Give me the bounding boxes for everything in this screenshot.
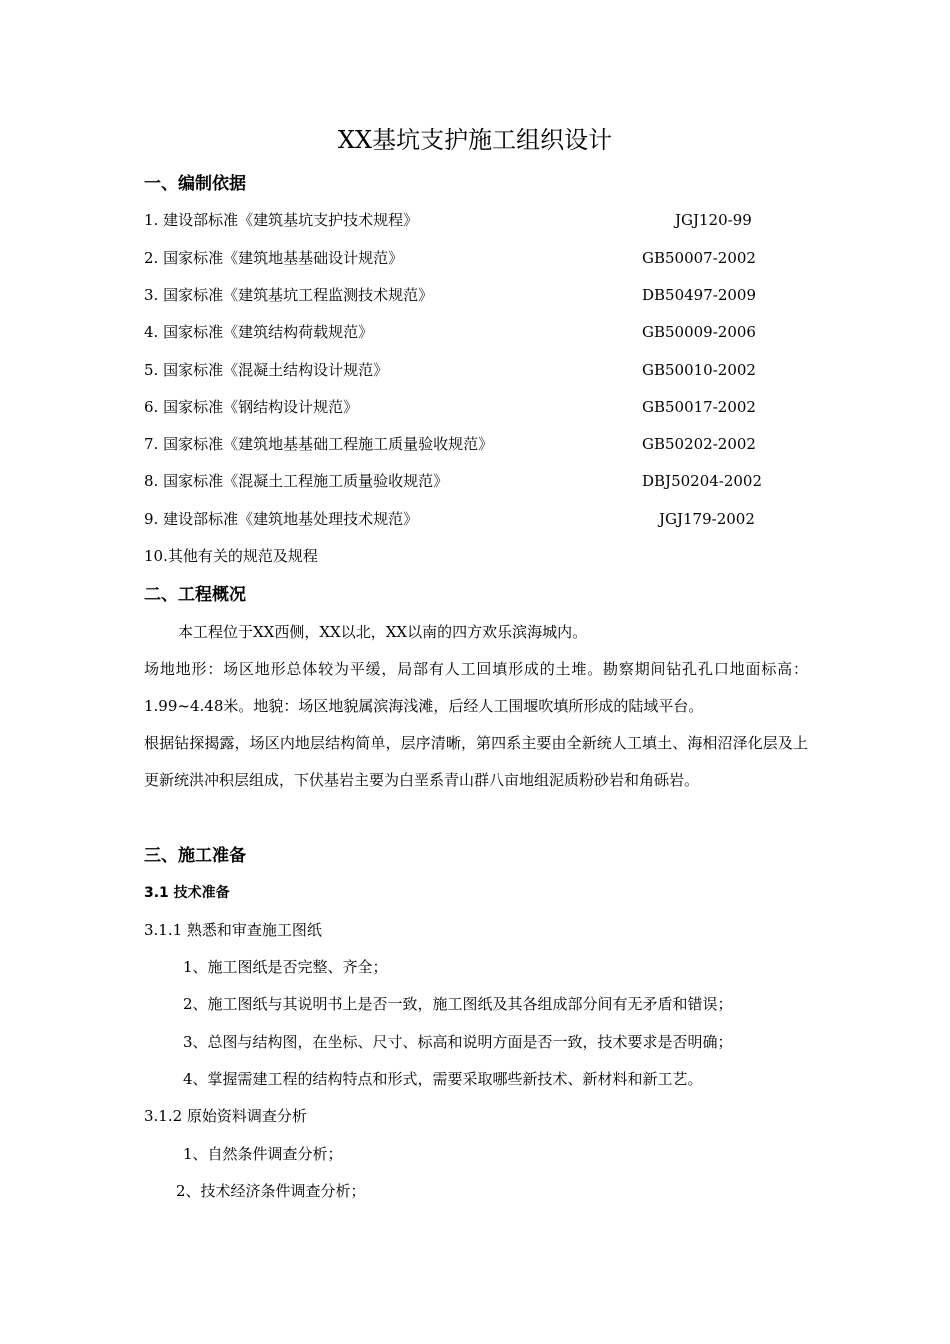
basis-code-1: JGJ120-99 xyxy=(675,211,752,229)
basis-item-9: 9. 建设部标准《建筑地基处理技术规范》 xyxy=(144,510,419,528)
subsection-heading-drawings: 3.1.1 熟悉和审查施工图纸 xyxy=(144,921,322,939)
basis-item-5: 5. 国家标准《混凝土结构设计规范》 xyxy=(144,361,389,379)
drawings-item-1: 1、施工图纸是否完整、齐全； xyxy=(183,958,388,976)
basis-item-2: 2. 国家标准《建筑地基基础设计规范》 xyxy=(144,249,404,267)
basis-item-3: 3. 国家标准《建筑基坑工程监测技术规范》 xyxy=(144,286,434,304)
basis-code-9: JGJ179-2002 xyxy=(659,510,755,528)
survey-item-2: 2、技术经济条件调查分析； xyxy=(176,1182,366,1200)
basis-code-8: DBJ50204-2002 xyxy=(642,472,763,490)
basis-item-4: 4. 国家标准《建筑结构荷载规范》 xyxy=(144,323,374,341)
drawings-item-2: 2、施工图纸与其说明书上是否一致，施工图纸及其各组成部分间有无矛盾和错误； xyxy=(183,995,733,1013)
overview-intro: 本工程位于XX西侧，XX以北，XX以南的四方欢乐滨海城内。 xyxy=(178,623,588,641)
basis-item-8: 8. 国家标准《混凝土工程施工质量验收规范》 xyxy=(144,472,449,490)
basis-item-10: 10.其他有关的规范及规程 xyxy=(144,547,318,565)
basis-code-4: GB50009-2006 xyxy=(642,323,756,341)
basis-item-7: 7. 国家标准《建筑地基基础工程施工质量验收规范》 xyxy=(144,435,494,453)
overview-geology: 根据钻探揭露，场区内地层结构简单，层序清晰，第四系主要由全新统人工填土、海相沼泽化层及上更新统洪冲积层组成，下伏基岩主要为白垩系青山群八亩地组泥质粉砂岩和角砾岩。 xyxy=(144,734,808,789)
basis-item-6: 6. 国家标准《钢结构设计规范》 xyxy=(144,398,359,416)
basis-code-7: GB50202-2002 xyxy=(642,435,756,453)
section-heading-overview: 二、工程概况 xyxy=(144,585,246,605)
subsection-heading-technical: 3.1 技术准备 xyxy=(144,885,230,901)
basis-item-1: 1. 建设部标准《建筑基坑支护技术规程》 xyxy=(144,211,419,229)
drawings-item-3: 3、总图与结构图，在坐标、尺寸、标高和说明方面是否一致，技术要求是否明确； xyxy=(183,1033,733,1051)
survey-item-1: 1、自然条件调查分析； xyxy=(183,1145,343,1163)
overview-terrain: 场地地形：场区地形总体较为平缓，局部有人工回填形成的土堆。勘察期间钻孔孔口地面标高：1.99~4.48米。地貌：场区地貌属滨海浅滩，后经人工围堰吹填所形成的陆域平台。 xyxy=(144,660,808,715)
section-heading-basis: 一、编制依据 xyxy=(144,174,246,194)
drawings-item-4: 4、掌握需建工程的结构特点和形式，需要采取哪些新技术、新材料和新工艺。 xyxy=(183,1070,703,1088)
basis-code-2: GB50007-2002 xyxy=(642,249,756,267)
basis-code-3: DB50497-2009 xyxy=(642,286,757,304)
basis-code-6: GB50017-2002 xyxy=(642,398,756,416)
basis-code-5: GB50010-2002 xyxy=(642,361,756,379)
subsection-heading-survey: 3.1.2 原始资料调查分析 xyxy=(144,1107,307,1125)
document-title: XX基坑支护施工组织设计 xyxy=(337,126,613,154)
section-heading-preparation: 三、施工准备 xyxy=(144,846,246,866)
